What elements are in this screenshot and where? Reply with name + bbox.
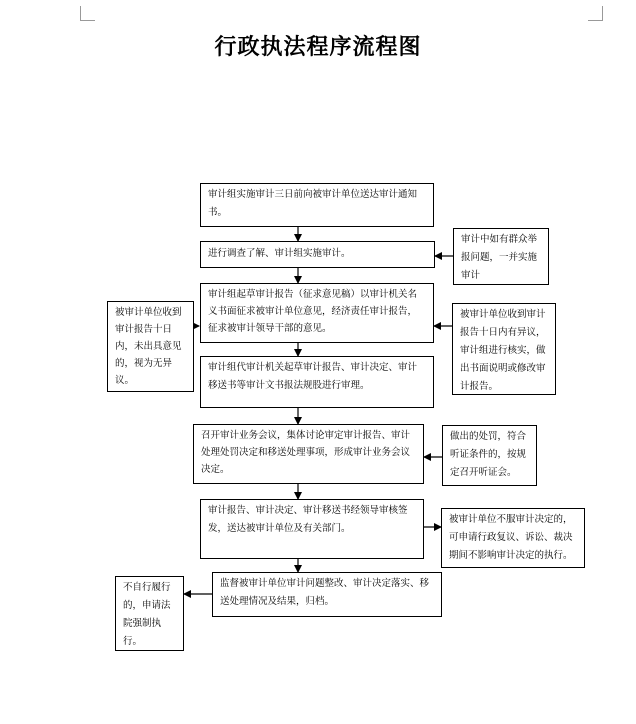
flow-step-draft-report: 审计组起草审计报告（征求意见稿）以审计机关名义书面征求被审计单位意见，经济责任审计报告，征求被审计领导干部的意见。 — [200, 283, 434, 343]
flow-step-investigation: 进行调查了解、审计组实施审计。 — [200, 241, 435, 268]
flow-step-sign-and-deliver: 审计报告、审计决定、审计移送书经领导审核签发，送达被审计单位及有关部门。 — [200, 499, 424, 559]
note-reconsideration: 被审计单位不服审计决定的，可申请行政复议、诉讼、裁决期间不影响审计决定的执行。 — [441, 508, 585, 568]
note-no-objection: 被审计单位收到审计报告十日内，未出具意见的，视为无异议。 — [107, 301, 194, 392]
note-hearing: 做出的处罚，符合听证条件的，按规定召开听证会。 — [442, 425, 537, 486]
flow-step-supervise-archive: 监督被审计单位审计问题整改、审计决定落实、移送处理情况及结果，归档。 — [212, 572, 442, 617]
flow-step-legal-review: 审计组代审计机关起草审计报告、审计决定、审计移送书等审计文书报法规股进行审理。 — [200, 356, 434, 408]
note-objection: 被审计单位收到审计报告十日内有异议，审计组进行核实，做出书面说明或修改审计报告。 — [452, 303, 556, 395]
page-title: 行政执法程序流程图 — [214, 34, 422, 60]
flow-step-audit-notice: 审计组实施审计三日前向被审计单位送达审计通知书。 — [200, 183, 434, 227]
note-mass-report: 审计中如有群众举报问题，一并实施审计 — [453, 228, 549, 285]
flow-step-business-meeting: 召开审计业务会议，集体讨论审定审计报告、审计处理处罚决定和移送处理事项，形成审计业务会议决定。 — [193, 424, 424, 484]
note-enforcement: 不自行履行的，申请法院强制执行。 — [115, 576, 184, 651]
